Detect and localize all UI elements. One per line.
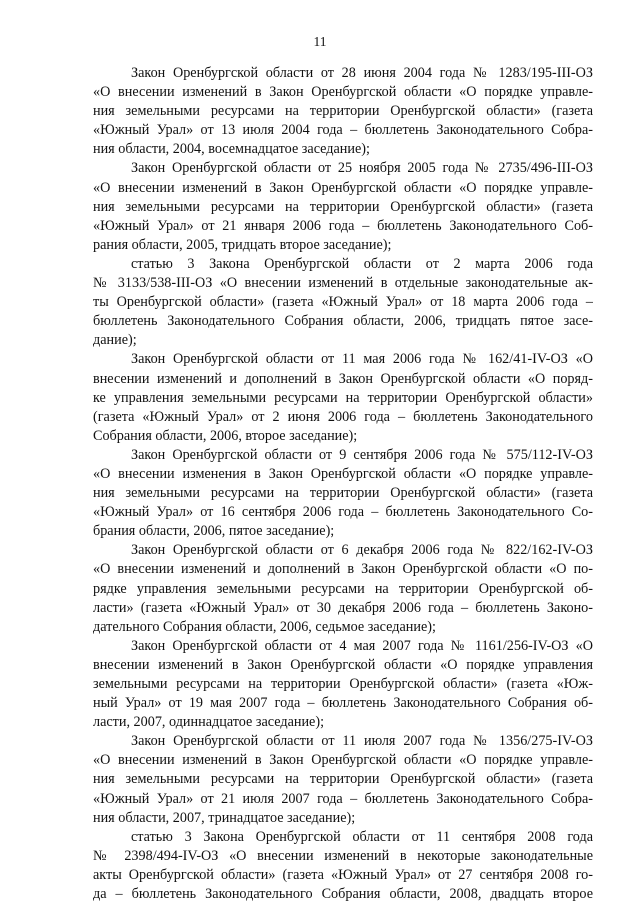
text-line: «О внесении изменений в Закон Оренбургской области «О порядке управле- [93,179,593,196]
text-line: «Южный Урал» от 21 июля 2007 года – бюллетень Законодательного Собра- [93,790,593,807]
text-line: акты Оренбургской области» (газета «Южный Урал» от 27 сентября 2008 го- [93,866,593,883]
text-line: «Южный Урал» от 21 января 2006 года – бюллетень Законодательного Соб- [93,217,593,234]
text-line: внесении изменений и дополнений в Закон Оренбургской области «О поряд- [93,370,593,387]
text-line: да – бюллетень Законодательного Собрания области, 2008, двадцать второе [93,886,593,903]
paragraph [93,637,593,732]
text-line: «Южный Урал» от 13 июля 2004 года – бюллетень Законодательного Собра- [93,122,593,139]
text-line: «Южный Урал» от 16 сентября 2006 года – бюллетень Законодательного Со- [93,504,593,521]
text-line: Закон Оренбургской области от 11 мая 2006 года № 162/41-IV-ОЗ «О [131,351,593,368]
paragraph [93,159,593,254]
paragraph [93,255,593,350]
paragraph [93,732,593,827]
text-line: Закон Оренбургской области от 11 июля 2007 года № 1356/275-IV-ОЗ [131,733,593,750]
text-line: «О внесении изменений в Закон Оренбургской области «О порядке управле- [93,752,593,769]
text-line: ния области, 2007, тринадцатое заседание); [93,809,356,826]
text-line: Закон Оренбургской области от 4 мая 2007 года № 1161/256-IV-ОЗ «О [131,637,593,654]
text-line: брания области, 2006, пятое заседание); [93,523,335,540]
text-line: рядке управления земельными ресурсами на территории Оренбургской об- [93,580,593,597]
paragraph [93,446,593,541]
text-line: (газета «Южный Урал» от 2 июня 2006 года – бюллетень Законодательного [93,408,593,425]
text-line: дательного Собрания области, 2006, седьмое заседание); [93,618,436,635]
text-line: ласти» (газета «Южный Урал» от 30 декабря 2006 года – бюллетень Законо- [93,599,593,616]
text-line: «О внесении изменений в Закон Оренбургской области «О порядке управле- [93,84,593,101]
text-line: Закон Оренбургской области от 25 ноября 2005 года № 2735/496-III-ОЗ [131,160,593,177]
text-line: статью 3 Закона Оренбургской области от 11 сентября 2008 года [131,828,593,845]
page-number: 11 [313,34,327,49]
paragraph [93,541,593,636]
text-line: ния земельными ресурсами на территории Оренбургской области» (газета [93,771,593,788]
text-line: Собрания области, 2006, второе заседание); [93,427,358,444]
text-line: статью 3 Закона Оренбургской области от 2 марта 2006 года [131,255,593,272]
text-line: Закон Оренбургской области от 9 сентября 2006 года № 575/112-IV-ОЗ [131,446,593,463]
paragraph [93,64,593,159]
text-line: ный Урал» от 19 мая 2007 года – бюллетень Законодательного Собрания об- [93,695,593,712]
text-line: ласти, 2007, одиннадцатое заседание); [93,714,325,731]
paragraph [93,350,593,445]
document-body [93,64,593,904]
text-line: ния земельными ресурсами на территории Оренбургской области» (газета [93,103,593,120]
text-line: Закон Оренбургской области от 6 декабря 2006 года № 822/162-IV-ОЗ [131,542,593,559]
text-line: рания области, 2005, тридцать второе заседание); [93,236,392,253]
text-line: ния земельными ресурсами на территории Оренбургской области» (газета [93,485,593,502]
text-line: «О внесении изменений и дополнений в Закон Оренбургской области «О по- [93,561,593,578]
text-line: внесении изменений в Закон Оренбургской области «О порядке управления [93,656,593,673]
text-line: № 3133/538-III-ОЗ «О внесении изменений в отдельные законодательные ак- [93,275,593,292]
text-line: дание); [93,332,137,349]
text-line: бюллетень Законодательного Собрания области, 2006, тридцать пятое засе- [93,313,593,330]
text-line: Закон Оренбургской области от 28 июня 2004 года № 1283/195-III-ОЗ [131,65,593,81]
text-line: ния земельными ресурсами на территории Оренбургской области» (газета [93,198,593,215]
text-line: ния области, 2004, восемнадцатое заседание); [93,141,370,158]
text-line: № 2398/494-IV-ОЗ «О внесении изменений в некоторые законодательные [93,847,593,864]
text-line: ке управления земельными ресурсами на территории Оренбургской области» [93,389,593,406]
text-line: земельными ресурсами на территории Оренбургской области» (газета «Юж- [93,676,593,692]
text-line: ты Оренбургской области» (газета «Южный Урал» от 18 марта 2006 года – [93,294,593,311]
paragraph [93,828,593,904]
text-line: «О внесении изменения в Закон Оренбургской области «О порядке управле- [93,465,593,482]
